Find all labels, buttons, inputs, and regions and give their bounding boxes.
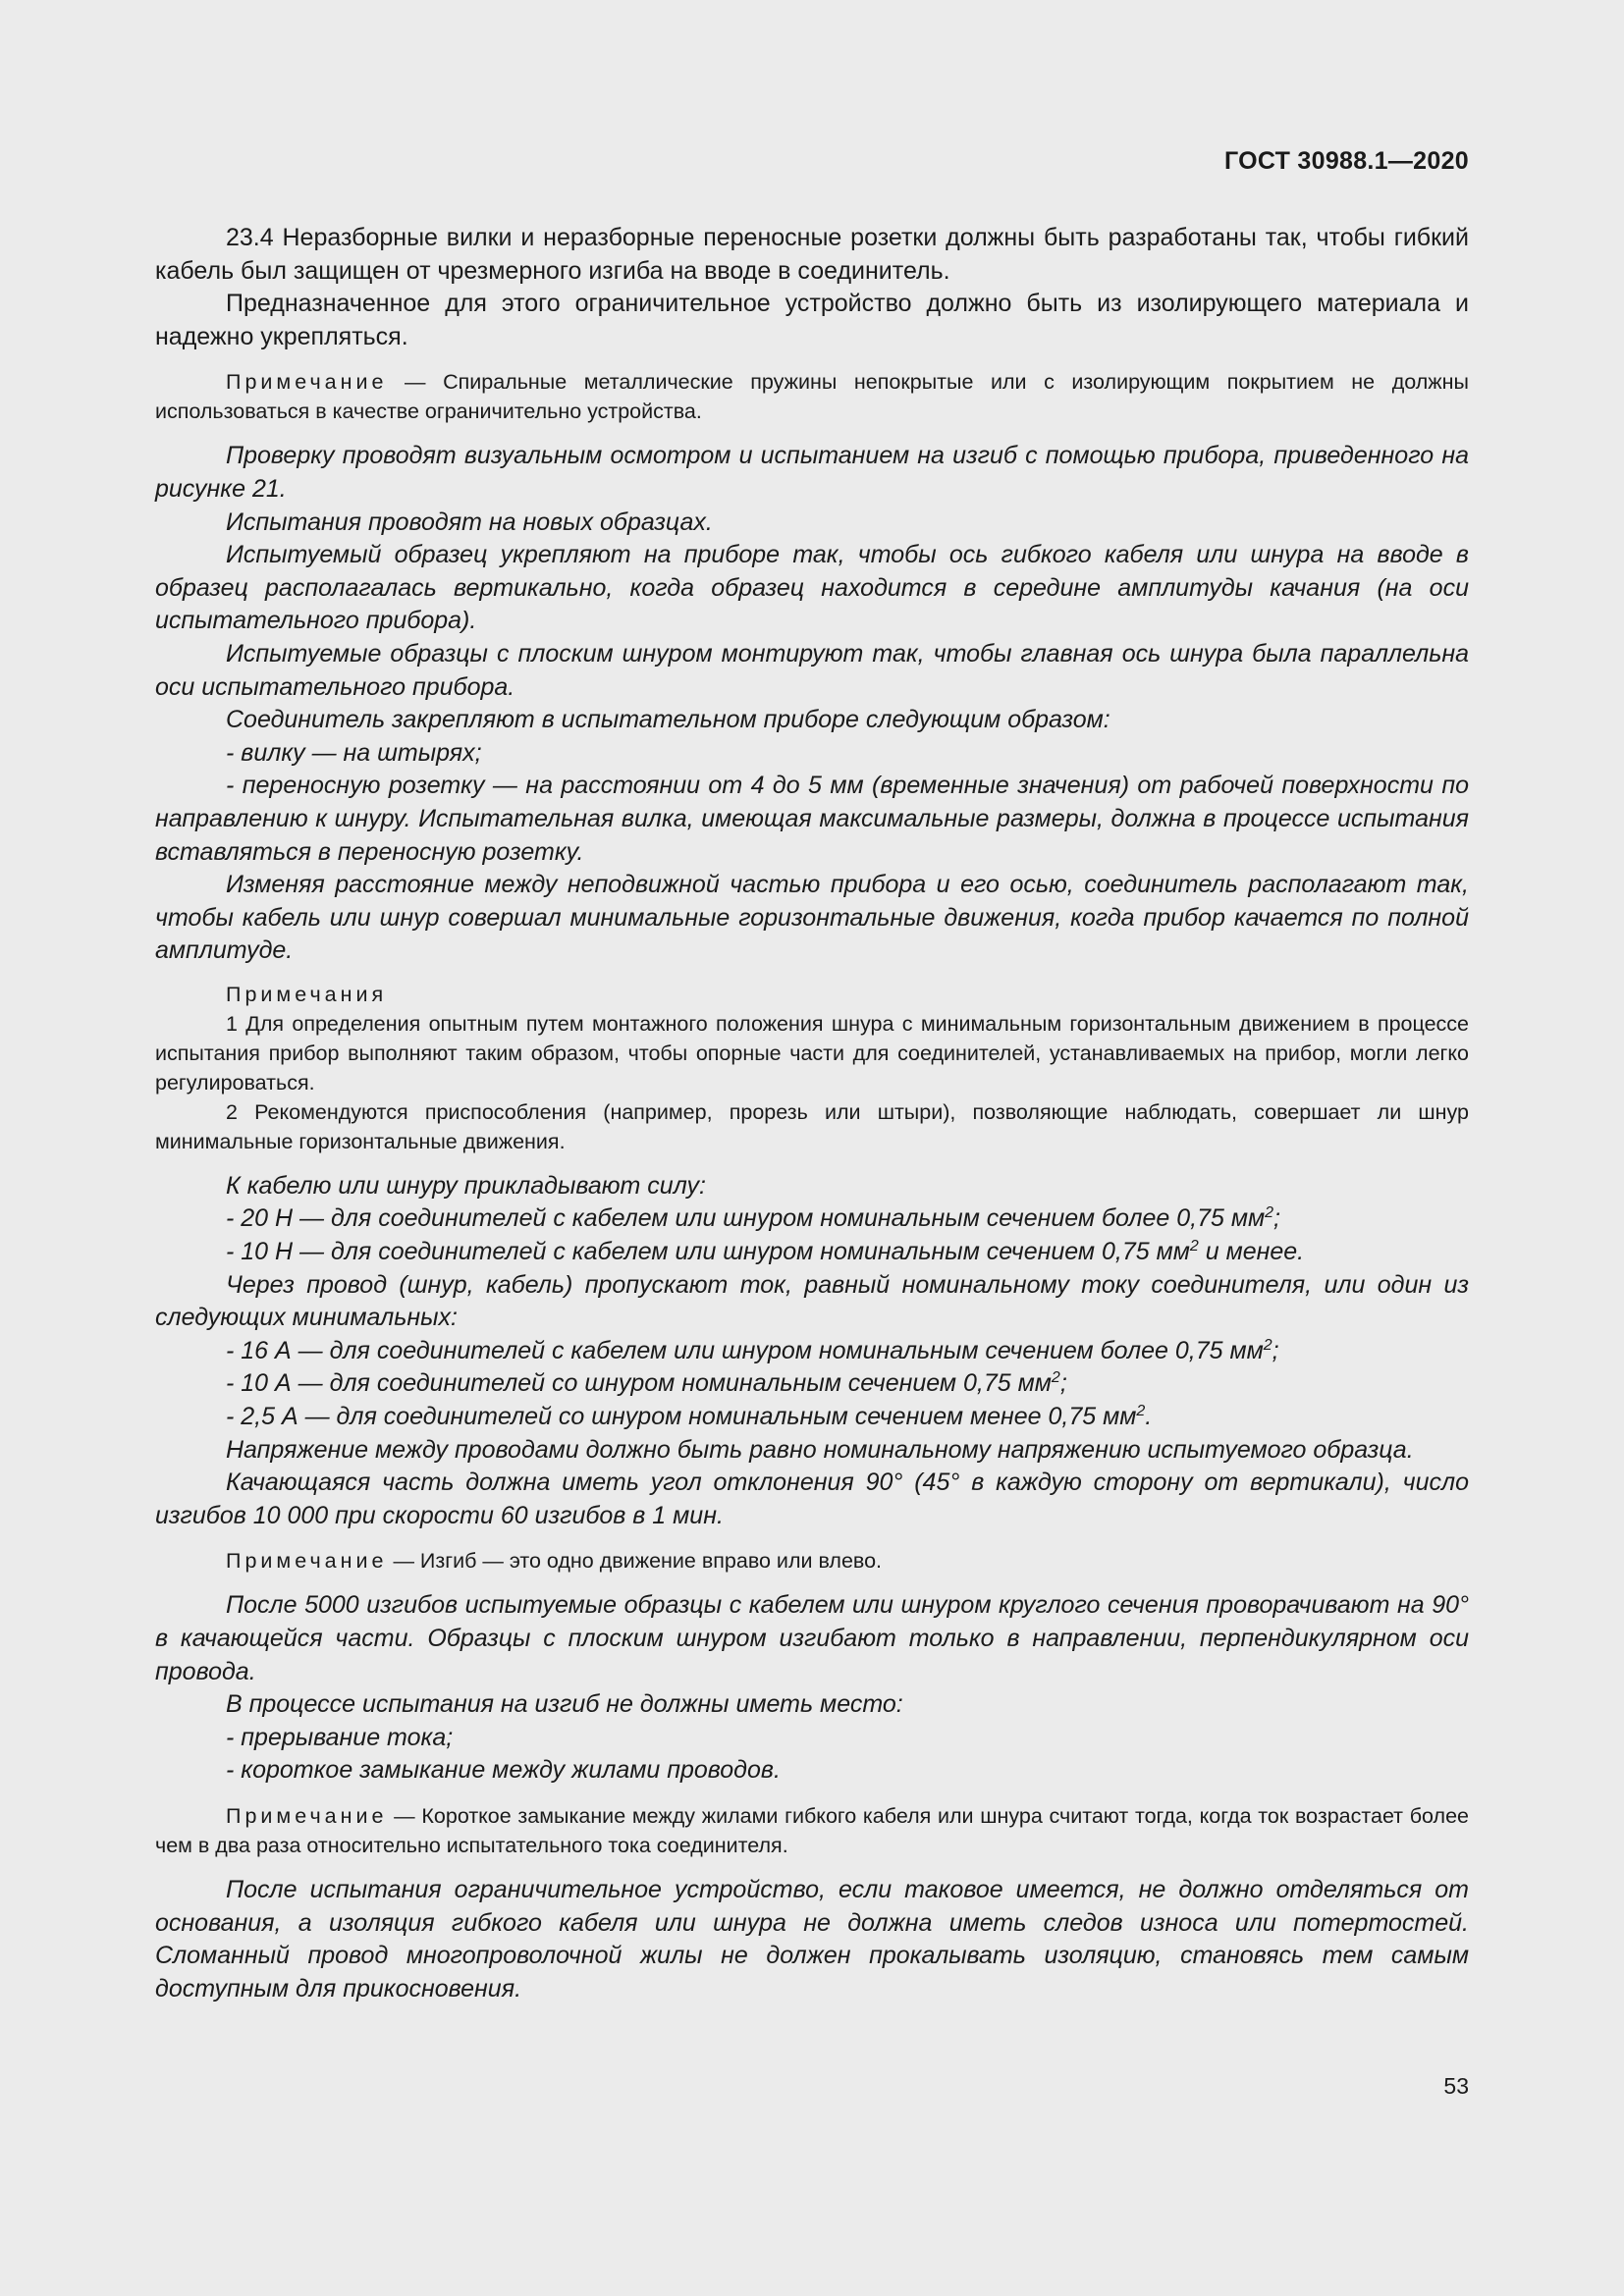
note-item: 1 Для определения опытным путем монтажного положения шнура с минимальным горизонтальным движением в процессе испытания прибор выполняют таким образом, чтобы опорные части для соединителей, устанавливаемых на прибор, могли легко регулироваться. [155,1011,1469,1095]
paragraph: Испытания проводят на новых образцах. [226,507,713,536]
paragraph: Испытуемый образец укрепляют на приборе так, чтобы ось гибкого кабеля или шнура на вводе в образец располагалась вертикально, когда образец находится в середине амплитуды качания (на оси испытательного прибора). [155,541,1469,635]
list-item [155,1335,1469,1368]
paragraph: Изменяя расстояние между неподвижной частью прибора и его осью, соединитель располагают так, чтобы кабель или шнур совершал минимальные горизонтальные движения, когда прибор качается по полной амплитуде. [155,871,1469,965]
list-item-end: . [1145,1403,1153,1431]
list-item-text: 2,5 А — для соединителей со шнуром номинальным сечением менее 0,75 мм [241,1403,1137,1431]
list-item [155,737,1469,771]
list-item-text: короткое замыкание между жилами проводов. [241,1756,781,1785]
bullet: - [226,1238,235,1266]
list-item-text: 10 Н — для соединителей с кабелем или шнуром номинальным сечением 0,75 мм [241,1238,1190,1266]
list-item-text: 20 Н — для соединителей с кабелем или шнуром номинальным сечением более 0,75 мм [241,1204,1266,1233]
list-item [155,1367,1469,1401]
note-text: Короткое замыкание между жилами гибкого кабеля или шнура считают тогда, когда ток возрастает более чем в два раза относительно испытательного тока соединителя. [155,1803,1469,1857]
list-item-text: переносную розетку — на расстоянии от 4 до 5 мм (временные значения) от рабочей поверхности по направлению к шнуру. Испытательная вилка, имеющая максимальные размеры, должна в процессе испытания вставляться в переносную розетку. [155,772,1469,866]
paragraph: 23.4 Неразборные вилки и неразборные переносные розетки должны быть разработаны так, чтобы гибкий кабель был защищен от чрезмерного изгиба на вводе в соединитель. [155,224,1469,285]
list-item-end: ; [1059,1369,1067,1398]
page-number: 53 [1443,2073,1469,2099]
superscript: 2 [1136,1403,1146,1420]
bullet: - [226,1369,235,1398]
bullet: - [226,1336,235,1364]
list-item-end: и менее. [1198,1238,1305,1266]
bullet: - [226,738,235,767]
paragraph: Через провод (шнур, кабель) пропускают ток, равный номинальному току соединителя, или один из следующих минимальных: [155,1270,1469,1332]
list-item-end: ; [1273,1204,1280,1233]
superscript: 2 [1189,1238,1199,1255]
list-item-text: вилку — на штырях; [241,738,482,767]
note-text: Изгиб — это одно движение вправо или влево. [419,1549,883,1574]
list-item [155,1202,1469,1236]
paragraph: Проверку проводят визуальным осмотром и испытанием на изгиб с помощью прибора, приведенного на рисунке 21. [155,442,1469,503]
bullet: - [226,1756,235,1785]
note [155,1801,1469,1860]
superscript: 2 [1265,1204,1274,1222]
paragraph: Предназначенное для этого ограничительное устройство должно быть из изолирующего материала и надежно укрепляться. [155,290,1469,350]
note [155,367,1469,426]
superscript: 2 [1263,1336,1272,1354]
list-item [155,1401,1469,1434]
note-dash: — [394,1803,415,1828]
paragraph: К кабелю или шнуру прикладывают силу: [226,1171,706,1200]
notes-heading: Примечания [226,982,388,1006]
note-label: Примечание [226,1549,388,1574]
paragraph: Качающаяся часть должна иметь угол отклонения 90° (45° в каждую сторону от вертикали), число изгибов 10 000 при скорости 60 изгибов в 1 мин. [155,1468,1469,1529]
note-label: Примечание [226,1803,388,1828]
list-item-end: ; [1272,1336,1279,1364]
list-item [155,1754,1469,1788]
paragraph: Испытуемые образцы с плоским шнуром монтируют так, чтобы главная ось шнура была параллельна оси испытательного прибора. [155,639,1469,701]
list-item-text: прерывание тока; [241,1723,454,1751]
bullet: - [226,1403,235,1431]
note-dash: — [405,370,426,395]
page-content [155,222,1469,2005]
list-item-text: 16 А — для соединителей с кабелем или шнуром номинальным сечением более 0,75 мм [241,1336,1264,1364]
paragraph: Напряжение между проводами должно быть равно номинальному напряжению испытуемого образца. [226,1435,1414,1464]
note-dash: — [393,1549,414,1574]
note-text: Спиральные металлические пружины непокрытые или с изолирующим покрытием не должны использоваться в качестве ограничительно устройства. [155,370,1469,424]
paragraph: После 5000 изгибов испытуемые образцы с кабелем или шнуром круглого сечения проворачивают на 90° в качающейся части. Образцы с плоским шнуром изгибают только в направлении, перпендикулярном оси провода. [155,1591,1469,1685]
bullet: - [226,772,235,800]
list-item [155,770,1469,869]
paragraph: Соединитель закрепляют в испытательном приборе следующим образом: [226,706,1110,734]
superscript: 2 [1051,1369,1060,1387]
document-id: ГОСТ 30988.1—2020 [1223,147,1469,175]
bullet: - [226,1204,235,1233]
paragraph: В процессе испытания на изгиб не должны иметь место: [226,1690,903,1719]
note-item: 2 Рекомендуются приспособления (например, прорезь или штыри), позволяющие наблюдать, совершает ли шнур минимальные горизонтальные движения. [155,1099,1469,1153]
list-item-text: 10 А — для соединителей со шнуром номинальным сечением 0,75 мм [241,1369,1052,1398]
paragraph: После испытания ограничительное устройство, если таковое имеется, не должно отделяться от основания, а изоляция гибкого кабеля или шнура не должна иметь следов износа или потертостей. Сломанный провод многопроволочной жилы не должен прокалывать изоляцию, становясь тем самым доступным для прикосновения. [155,1875,1469,2002]
list-item [155,1722,1469,1755]
bullet: - [226,1723,235,1751]
note-label: Примечание [226,370,388,395]
list-item [155,1236,1469,1269]
note [155,1546,1469,1575]
